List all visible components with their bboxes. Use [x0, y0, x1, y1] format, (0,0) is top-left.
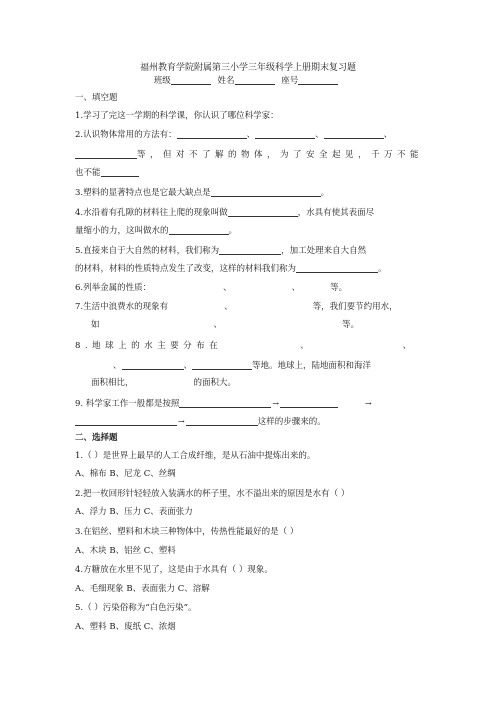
mc-q4-options: A、毛细现象 B、表面张力 C、溶解 [75, 584, 210, 594]
blank[interactable] [186, 415, 258, 426]
mc-q4: 4.方糖放在水里不见了，这是由于水具有（ ）现象。 [75, 565, 273, 575]
blank[interactable] [169, 224, 229, 235]
blank[interactable] [219, 244, 281, 255]
name-label: 姓名 [217, 76, 235, 86]
seat-field[interactable] [298, 75, 338, 85]
q1-fill: 1.学习了完这一学期的科学课，你认识了哪位科学家： [75, 111, 279, 121]
q4-line1: 4.水沿着有孔隙的材料往上爬的现象叫做 ，水具有使其表面尽 [75, 208, 375, 218]
q9-line1: 9. 科学家工作一般都是按照 → → [75, 399, 372, 409]
arrow-icon: → [178, 417, 185, 426]
q5-line2: 的材料，材料的性质特点发生了改变，这样的材料我们称为 。 [75, 264, 387, 274]
q2-line2: 等，但对不了解的物体，为了安全起见，千万不能 [75, 148, 425, 161]
blank[interactable] [296, 262, 378, 273]
blank[interactable] [101, 166, 139, 177]
name-field[interactable] [235, 75, 275, 85]
q8-line2: 、 、 等地。地球上，陆地面积和海洋 [113, 361, 372, 371]
page-title: 福州教育学院附属第三小学三年级科学上册期末复习题 [139, 63, 356, 73]
q8-line1: 8.地球上的水主要分布在 、 、 [75, 341, 412, 351]
mc-q1: 1.（ ）是世界上最早的人工合成纤维，是从石油中提炼出来的。 [75, 451, 316, 461]
q2-line3: 也不能 [75, 166, 425, 179]
blank[interactable] [228, 206, 298, 217]
arrow-icon: → [272, 399, 280, 408]
blank[interactable] [280, 397, 338, 408]
blank[interactable] [179, 397, 271, 408]
blank[interactable] [122, 359, 184, 370]
blank[interactable] [177, 128, 247, 139]
q6: 6.列举金属的性质： 、 、 等。 [75, 283, 348, 293]
blank[interactable] [255, 128, 315, 139]
mc-q3-options: A、木块 B、铝丝 C、塑料 [75, 546, 176, 556]
blank[interactable] [75, 148, 137, 159]
q3: 3.塑料的显著特点也是它最大缺点是 。 [75, 188, 330, 198]
q5-line1: 5.直接来自于大自然的材料，我们称为 ，加工处理来自大自然 [75, 246, 367, 256]
class-label: 班级 [153, 76, 171, 86]
mc-q2-options: A、浮力 B、压力 C、表面张力 [75, 507, 193, 517]
arrow-icon: → [365, 399, 372, 408]
mc-q1-options: A、棉布 B、尼龙 C、丝绸 [75, 469, 176, 479]
section1-heading: 一、填空题 [75, 93, 118, 103]
blank[interactable] [75, 415, 177, 426]
blank[interactable] [211, 186, 321, 197]
q7-line2: 如 、 等。 [91, 320, 360, 330]
mc-q3: 3.在铝丝、塑料和木块三种物体中，传热性能最好的是（ ） [75, 527, 299, 537]
q9-line2: → 这样的步骤来的。 [75, 415, 425, 428]
class-field[interactable] [171, 75, 211, 85]
section2-heading: 二、选择题 [75, 433, 118, 443]
seat-label: 座号 [281, 76, 299, 86]
q4-line2: 量缩小的力，这叫做水的 。 [75, 226, 238, 236]
mc-q2: 2.把一枚回形针轻轻放入装满水的杯子里，水不溢出来的原因是水有（ ） [75, 489, 350, 499]
q8-line3: 面积相比， 的面积大。 [91, 378, 237, 388]
q2-line1: 2.认识物体常用的方法有： 、 、 、 [75, 130, 393, 140]
q7-line1: 7.生活中浪费水的现象有 、 等，我们要节约用水， [75, 302, 398, 312]
student-info-line [0, 74, 496, 86]
blank[interactable] [324, 128, 384, 139]
mc-q5: 5.（ ）污染俗称为“白色污染”。 [75, 603, 197, 613]
mc-q5-options: A、塑料 B、废纸 C、浓烟 [75, 622, 176, 632]
blank[interactable] [192, 359, 252, 370]
